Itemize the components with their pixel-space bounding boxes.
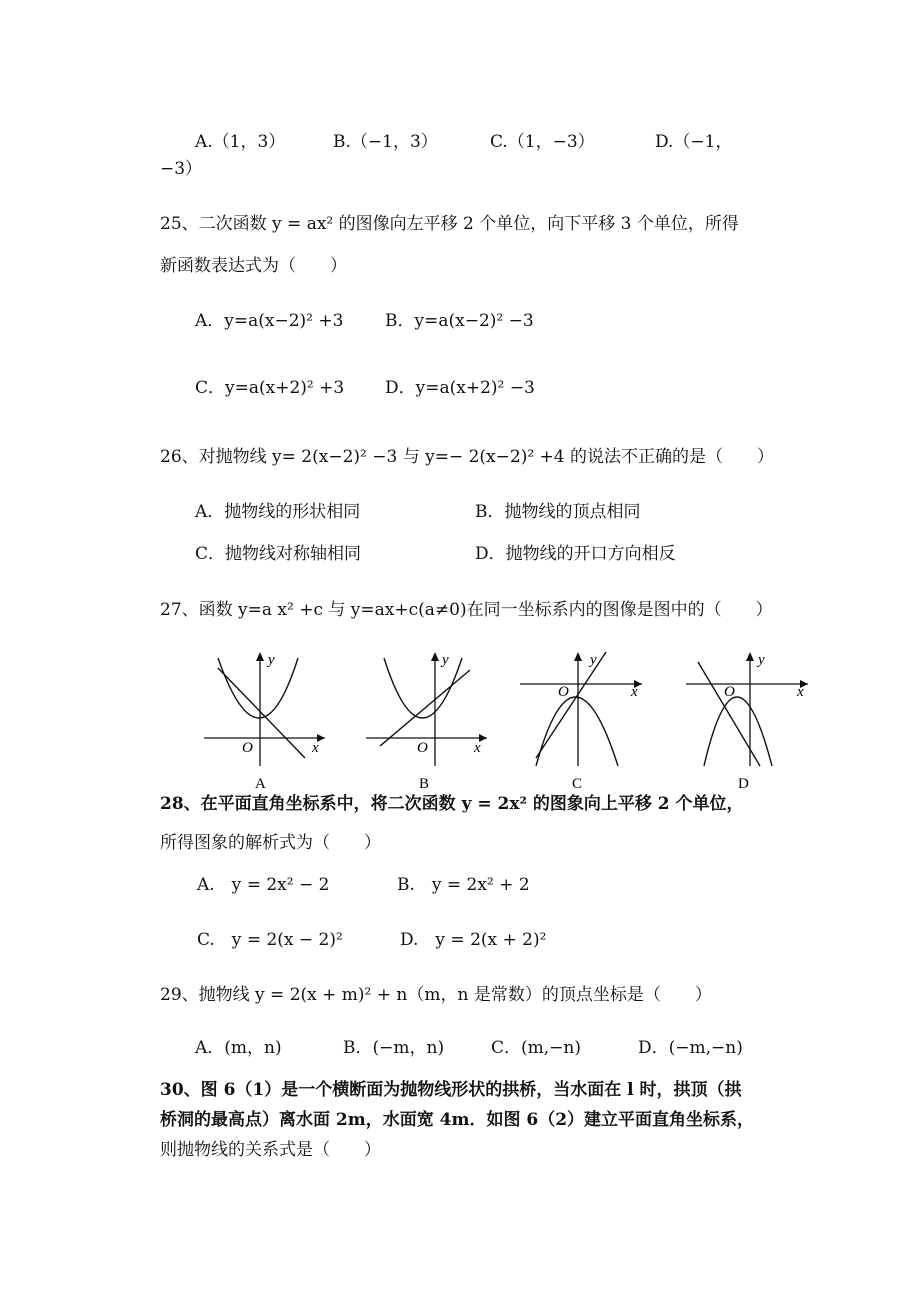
graph-b-caption: B — [419, 776, 430, 792]
q28-option-b: B. y = 2x² + 2 — [397, 875, 530, 895]
q25-option-a: A．y=a(x−2)² +3 — [195, 311, 344, 331]
graph-c-caption: C — [572, 776, 583, 792]
graph-c-parabola — [536, 697, 618, 766]
graph-b-y-arrow — [431, 652, 439, 661]
q26-stem: 26、对抛物线 y= 2(x−2)² −3 与 y=− 2(x−2)² +4 的说法不正确的是（ ） — [160, 447, 775, 467]
q28-option-c: C. y = 2(x − 2)² — [197, 930, 343, 950]
q25-stem-line1: 25、二次函数 y = ax² 的图像向左平移 2 个单位，向下平移 3 个单位，所得 — [160, 214, 739, 234]
graph-a-caption: A — [255, 776, 266, 792]
q25-option-d: D．y=a(x+2)² −3 — [385, 378, 535, 398]
graph-c — [514, 648, 654, 793]
q26-option-a: A．抛物线的形状相同 — [195, 502, 361, 522]
graph-c-x-label: x — [631, 684, 638, 700]
graph-b-y-label: y — [442, 652, 449, 668]
graph-d-x-label: x — [797, 684, 804, 700]
q24-option-d-continued: −3） — [160, 159, 203, 179]
q26-option-c: C．抛物线对称轴相同 — [195, 544, 362, 564]
q29-option-c: C．(m,−n) — [491, 1038, 581, 1058]
q24-option-d: D.（−1， — [655, 132, 733, 152]
q28-stem-line2: 所得图象的解析式为（ ） — [160, 833, 381, 853]
q26-option-d: D．抛物线的开口方向相反 — [475, 544, 676, 564]
q24-option-a: A.（1，3） — [195, 132, 286, 152]
graph-a-origin-label: O — [242, 740, 253, 756]
q25-stem-line2: 新函数表达式为（ ） — [160, 256, 347, 276]
graph-d-parabola — [704, 697, 772, 766]
graph-b-x-label: x — [474, 740, 481, 756]
q29-option-b: B．(−m，n) — [343, 1038, 445, 1058]
q29-option-d: D．(−m,−n) — [638, 1038, 743, 1058]
graph-c-origin-label: O — [558, 684, 569, 700]
q28-option-d: D. y = 2(x + 2)² — [400, 930, 547, 950]
graph-d-y-arrow — [746, 652, 754, 661]
graph-d-caption: D — [738, 776, 749, 792]
q26-option-b: B．抛物线的顶点相同 — [475, 502, 641, 522]
q29-stem: 29、抛物线 y = 2(x + m)² + n（m，n 是常数）的顶点坐标是（ ） — [160, 985, 712, 1005]
graph-c-y-arrow — [574, 652, 582, 661]
q25-option-b: B．y=a(x−2)² −3 — [385, 311, 534, 331]
graph-c-y-label: y — [590, 652, 597, 668]
q28-stem-line1: 28、在平面直角坐标系中，将二次函数 y = 2x² 的图象向上平移 2 个单位， — [160, 794, 744, 814]
q30-stem-line2: 桥洞的最高点）离水面 2m，水面宽 4m．如图 6（2）建立平面直角坐标系， — [160, 1110, 755, 1130]
q27-stem: 27、函数 y=a x² +c 与 y=ax+c(a≠0)在同一坐标系内的图像是图中的（ ） — [160, 600, 773, 620]
q29-option-a: A．(m，n) — [195, 1038, 282, 1058]
graph-d — [680, 648, 820, 793]
graph-a — [200, 648, 340, 793]
q30-stem-line3: 则抛物线的关系式是（ ） — [160, 1140, 381, 1160]
graph-d-origin-label: O — [724, 684, 735, 700]
graph-a-y-label: y — [268, 652, 275, 668]
graph-a-line — [218, 668, 305, 758]
q24-option-c: C.（1，−3） — [490, 132, 595, 152]
graph-b — [362, 648, 502, 793]
graph-b-origin-label: O — [417, 740, 428, 756]
q30-stem-line1: 30、图 6（1）是一个横断面为抛物线形状的拱桥，当水面在 l 时，拱顶（拱 — [160, 1080, 742, 1100]
q25-option-c: C．y=a(x+2)² +3 — [195, 378, 345, 398]
graph-a-x-label: x — [312, 740, 319, 756]
graph-b-line — [380, 670, 470, 746]
graph-d-y-label: y — [758, 652, 765, 668]
q28-option-a: A. y = 2x² − 2 — [197, 875, 330, 895]
q24-option-b: B.（−1，3） — [333, 132, 438, 152]
graph-a-y-arrow — [256, 652, 264, 661]
